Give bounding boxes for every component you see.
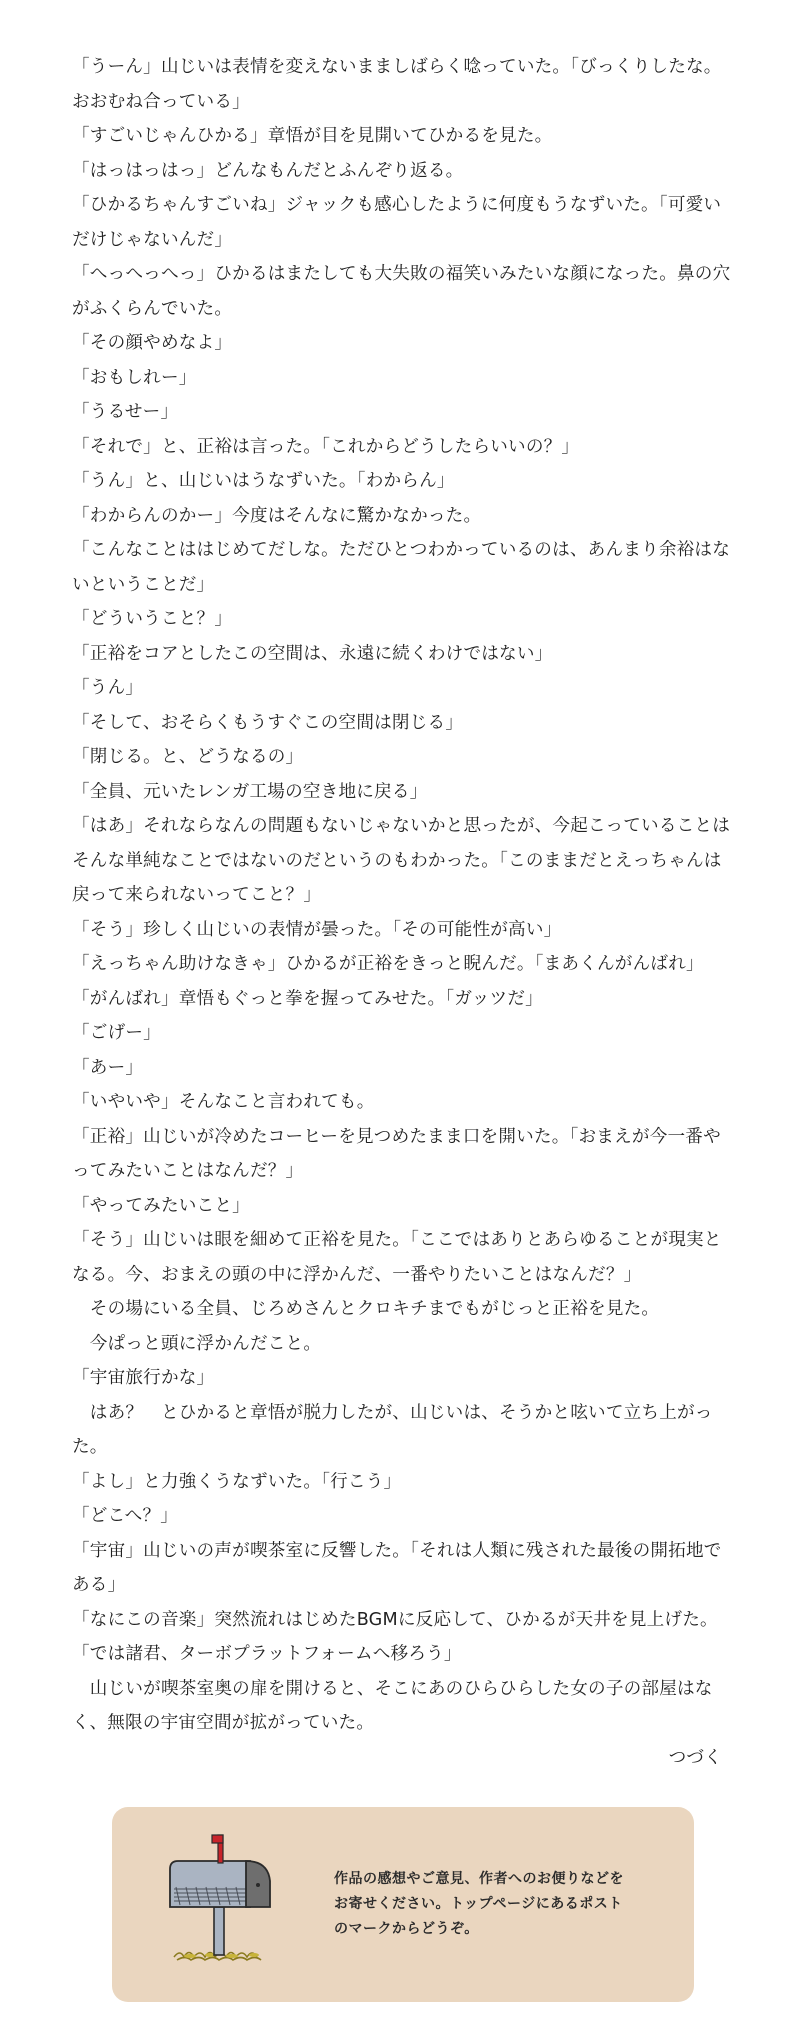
story-paragraph: 「それで」と、正裕は言った。「これからどうしたらいいの？」 [72,436,580,457]
story-paragraph: 「いやいや」そんなこと言われても。 [72,1092,375,1112]
story-paragraph: 「ひかるちゃんすごいね」ジャックも感心したように何度もうなずいた。「可愛いだけじゃないんだ」 [72,195,722,250]
contact-line: 作品の感想やご意見、作者へのお便りなどを [334,1871,624,1887]
story-paragraph: 「正裕」山じいが冷めたコーヒーを見つめたまま口を開いた。「おまえが今一番やってみたいことはなんだ？」 [72,1126,721,1181]
story-paragraph: 「おもしれー」 [72,367,197,388]
story-paragraph: 「はあ」それならなんの問題もないじゃないかと思ったが、今起こっていることはそんな単純なことではないのだというのもわかった。「このままだとえっちゃんは戻って来られないってこと？」 [72,816,731,905]
contact-line: のマークからどうぞ。 [334,1921,479,1937]
mailbox-icon[interactable] [162,1829,282,1979]
story-paragraph: 「うるせー」 [72,402,179,422]
story-paragraph: 「どういうこと？」 [72,609,233,629]
contact-box [112,1807,694,2002]
story-paragraph: 「はっはっはっ」どんなもんだとふんぞり返る。 [72,160,464,181]
story-paragraph: 「閉じる。と、どうなるの」 [72,747,304,767]
story-paragraph: 「うーん」山じいは表情を変えないまましばらく唸っていた。「びっくりしたな。おおむね合っている」 [72,57,722,112]
story-paragraph: その場にいる全員、じろめさんとクロキチまでもがじっと正裕を見た。 [72,1299,660,1319]
story-paragraph: 今ぱっと頭に浮かんだこと。 [72,1333,322,1354]
story-paragraph: 「そう」山じいは眼を細めて正裕を見た。「ここではありとあらゆることが現実となる。今、おまえの頭の中に浮かんだ、一番やりたいことはなんだ？」 [72,1230,722,1285]
story-paragraph: 「そう」珍しく山じいの表情が曇った。「その可能性が高い」 [72,919,562,940]
story-paragraph: 「なにこの音楽」突然流れはじめたBGMに反応して、ひかるが天井を見上げた。 [72,1609,718,1630]
story-paragraph: 「よし」と力強くうなずいた。「行こう」 [72,1471,402,1492]
story-paragraph: 「うん」 [72,678,144,698]
story-paragraph: 「ごげー」 [72,1023,161,1043]
story-paragraph: 「その顔やめなよ」 [72,333,233,353]
story-paragraph: 「へっへっへっ」ひかるはまたしても大失敗の福笑いみたいな顔になった。鼻の穴がふくらんでいた。 [72,264,731,319]
story-paragraph: 「がんばれ」章悟もぐっと拳を握ってみせた。「ガッツだ」 [72,988,543,1009]
story-paragraph: 山じいが喫茶室奥の扉を開けると、そこにあのひらひらした女の子の部屋はなく、無限の宇宙空間が拡がっていた。 [72,1678,713,1733]
story-paragraph: 「こんなことははじめてだしな。ただひとつわかっているのは、あんまり余裕はないということだ」 [72,540,731,595]
story-paragraph: 「すごいじゃんひかる」章悟が目を見開いてひかるを見た。 [72,126,553,146]
story-paragraph: 「やってみたいこと」 [72,1195,250,1216]
story-paragraph: 「全員、元いたレンガ工場の空き地に戻る」 [72,781,428,802]
to-be-continued: つづく [668,1747,722,1768]
story-paragraph: 「えっちゃん助けなきゃ」ひかるが正裕をきっと睨んだ。「まあくんがんばれ」 [72,954,704,974]
story-paragraph: 「宇宙」山じいの声が喫茶室に反響した。「それは人類に残された最後の開拓地である」 [72,1540,722,1595]
story-text [72,50,732,1775]
story-paragraph: 「うん」と、山じいはうなずいた。「わからん」 [72,471,455,491]
contact-line: お寄せください。トップページにあるポスト [334,1896,623,1912]
contact-message [334,1867,674,1942]
story-paragraph: はあ？ とひかると章悟が脱力したが、山じいは、そうかと呟いて立ち上がった。 [72,1402,713,1457]
story-paragraph: 「宇宙旅行かな」 [72,1368,215,1388]
story-paragraph: 「そして、おそらくもうすぐこの空間は閉じる」 [72,712,464,733]
story-paragraph: 「では諸君、ターボプラットフォームへ移ろう」 [72,1644,462,1664]
story-paragraph: 「わからんのかー」今度はそんなに驚かなかった。 [72,505,482,526]
story-paragraph: 「どこへ？」 [72,1506,179,1526]
story-paragraph: 「正裕をコアとしたこの空間は、永遠に続くわけではない」 [72,643,553,664]
story-paragraph: 「あー」 [72,1057,144,1078]
